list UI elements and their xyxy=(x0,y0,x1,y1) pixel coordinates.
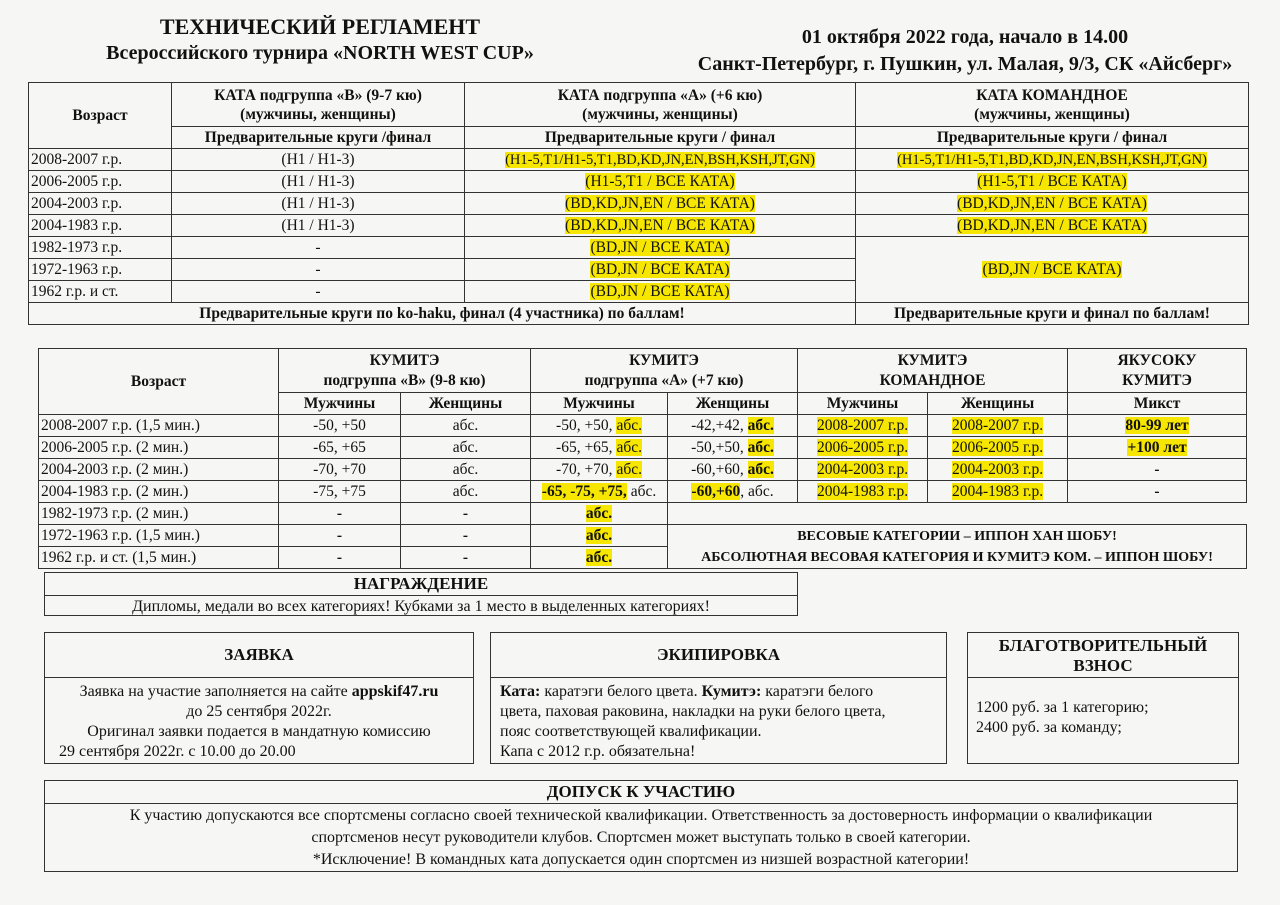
application-title: ЗАЯВКА xyxy=(45,633,473,678)
kumite-team-men: 2004-1983 г.р. xyxy=(816,482,909,500)
kumite-b-men: -75, +75 xyxy=(279,481,401,503)
kata-row-b: - xyxy=(172,259,465,281)
fee-text: 1200 руб. за 1 категорию; 2400 руб. за команду; xyxy=(976,699,1149,736)
fee-section xyxy=(967,632,1239,764)
kumite-b-women: - xyxy=(401,525,531,547)
event-info-block xyxy=(660,24,1270,78)
kata-b-rounds: Предварительные круги /финал xyxy=(172,127,465,149)
kata-row-a: (BD,JN / ВСЕ КАТА) xyxy=(590,238,730,256)
kata-row-age: 1982-1973 г.р. xyxy=(29,237,172,259)
kumite-row-age: 1982-1973 г.р. (2 мин.) xyxy=(39,503,279,525)
kata-row-team: (BD,KD,JN,EN / ВСЕ КАТА) xyxy=(957,194,1147,212)
kumite-b-women: абс. xyxy=(401,437,531,459)
kumite-a-women: -60,+60, абс. xyxy=(668,481,798,503)
kumite-a-header: КУМИТЭ подгруппа «А» (+7 кю) xyxy=(531,349,798,393)
kumite-b-men: -50, +50 xyxy=(279,415,401,437)
kata-b-header: КАТА подгруппа «В» (9-7 кю) (мужчины, женщины) xyxy=(172,83,465,127)
kata-row-b: (H1 / H1-3) xyxy=(172,149,465,171)
kumite-b-header: КУМИТЭ подгруппа «В» (9-8 кю) xyxy=(279,349,531,393)
kata-row-a: (BD,JN / ВСЕ КАТА) xyxy=(590,282,730,300)
kumite-row-age: 2008-2007 г.р. (1,5 мин.) xyxy=(39,415,279,437)
yakusoku-value: - xyxy=(1068,481,1247,503)
fee-title: БЛАГОТВОРИТЕЛЬНЫЙ ВЗНОС xyxy=(968,633,1238,678)
application-text: Заявка на участие заполняется на сайте appskif47.ru до 25 сентября 2022г. Оригинал заявки подается в мандатную комиссию 29 сентября 2022г. с 10.00 до 20.00 xyxy=(59,683,439,760)
kumite-row-age: 2004-2003 г.р. (2 мин.) xyxy=(39,459,279,481)
award-section xyxy=(44,572,798,616)
yakusoku-value: +100 лет xyxy=(1127,438,1187,456)
kata-age-header: Возраст xyxy=(29,83,172,149)
kata-row-a: (BD,KD,JN,EN / ВСЕ КАТА) xyxy=(565,194,755,212)
kumite-row-age: 1962 г.р. и ст. (1,5 мин.) xyxy=(39,547,279,569)
kata-row-a: (H1-5,T1/H1-5,T1,BD,KD,JN,EN,BSH,KSH,JT,GN) xyxy=(505,151,815,168)
admission-section xyxy=(44,780,1238,872)
equipment-title: ЭКИПИРОВКА xyxy=(491,633,946,678)
kumite-a-abs: абс. xyxy=(585,526,613,544)
women-header: Женщины xyxy=(668,393,798,415)
men-header: Мужчины xyxy=(279,393,401,415)
mixed-header: Микст xyxy=(1068,393,1247,415)
kata-row-age: 1962 г.р. и ст. xyxy=(29,281,172,303)
kata-a-header: КАТА подгруппа «А» (+6 кю) (мужчины, женщины) xyxy=(465,83,856,127)
kumite-row-age: 2006-2005 г.р. (2 мин.) xyxy=(39,437,279,459)
women-header: Женщины xyxy=(401,393,531,415)
kumite-team-women: 2004-1983 г.р. xyxy=(951,482,1044,500)
doc-title-block xyxy=(40,14,600,66)
kumite-b-women: - xyxy=(401,547,531,569)
kata-row-team: (H1-5,T1 / ВСЕ КАТА) xyxy=(977,172,1127,190)
kata-team-rounds: Предварительные круги / финал xyxy=(856,127,1249,149)
women-header: Женщины xyxy=(928,393,1068,415)
kata-table xyxy=(28,82,1249,325)
kumite-row-age: 2004-1983 г.р. (2 мин.) xyxy=(39,481,279,503)
kumite-row-age: 1972-1963 г.р. (1,5 мин.) xyxy=(39,525,279,547)
kata-row-b: - xyxy=(172,281,465,303)
men-header: Мужчины xyxy=(798,393,928,415)
kumite-team-women: 2008-2007 г.р. xyxy=(951,416,1044,434)
kumite-a-men: -50, +50, абс. xyxy=(531,415,668,437)
equipment-section xyxy=(490,632,947,764)
kumite-b-men: - xyxy=(279,525,401,547)
kumite-table xyxy=(38,348,1247,569)
kumite-b-men: -65, +65 xyxy=(279,437,401,459)
kata-a-rounds: Предварительные круги / финал xyxy=(465,127,856,149)
kumite-a-women: -60,+60, абс. xyxy=(668,459,798,481)
kata-row-b: (H1 / H1-3) xyxy=(172,171,465,193)
event-venue: Санкт-Петербург, г. Пушкин, ул. Малая, 9/3, СК «Айсберг» xyxy=(697,53,1233,75)
kumite-a-men: -70, +70, абс. xyxy=(531,459,668,481)
kumite-b-women: - xyxy=(401,503,531,525)
kata-row-team: (H1-5,T1/H1-5,T1,BD,KD,JN,EN,BSH,KSH,JT,GN) xyxy=(897,151,1207,168)
application-site-link: appskif47.ru xyxy=(351,683,439,700)
kata-row-age: 2006-2005 г.р. xyxy=(29,171,172,193)
kata-team-header: КАТА КОМАНДНОЕ (мужчины, женщины) xyxy=(856,83,1249,127)
admission-title: ДОПУСК К УЧАСТИЮ xyxy=(45,781,1237,804)
kumite-b-men: -70, +70 xyxy=(279,459,401,481)
doc-title: ТЕХНИЧЕСКИЙ РЕГЛАМЕНТ xyxy=(159,14,481,39)
kumite-rules-note: ВЕСОВЫЕ КАТЕГОРИИ – ИППОН ХАН ШОБУ! АБСОЛЮТНАЯ ВЕСОВАЯ КАТЕГОРИЯ И КУМИТЭ КОМ. – ИППОН ШОБУ! xyxy=(668,525,1247,569)
kata-footer-left: Предварительные круги по ko-haku, финал (4 участника) по баллам! xyxy=(29,303,856,325)
yakusoku-value: 80-99 лет xyxy=(1125,416,1189,434)
kumite-b-women: абс. xyxy=(401,459,531,481)
men-header: Мужчины xyxy=(531,393,668,415)
yakusoku-header: ЯКУСОКУ КУМИТЭ xyxy=(1068,349,1247,393)
kata-row-team: (BD,KD,JN,EN / ВСЕ КАТА) xyxy=(957,216,1147,234)
equipment-text: Ката: каратэги белого цвета. Кумитэ: каратэги белого цвета, паховая раковина, накладки на руки белого цвета, пояс соответствующей квалификации. Капа с 2012 г.р. обязательна! xyxy=(500,683,886,760)
kumite-a-abs: абс. xyxy=(585,504,613,522)
kata-team-merged: (BD,JN / ВСЕ КАТА) xyxy=(982,260,1122,278)
kumite-team-women: 2006-2005 г.р. xyxy=(951,438,1044,456)
kumite-a-men: -65, -75, +75, абс. xyxy=(531,481,668,503)
kata-row-age: 1972-1963 г.р. xyxy=(29,259,172,281)
award-title: НАГРАЖДЕНИЕ xyxy=(45,573,797,596)
kumite-b-men: - xyxy=(279,503,401,525)
kata-row-age: 2004-1983 г.р. xyxy=(29,215,172,237)
kumite-a-men: -65, +65, абс. xyxy=(531,437,668,459)
kumite-team-men: 2008-2007 г.р. xyxy=(816,416,909,434)
kata-row-age: 2008-2007 г.р. xyxy=(29,149,172,171)
kumite-team-men: 2004-2003 г.р. xyxy=(816,460,909,478)
doc-subtitle: Всероссийского турнира «NORTH WEST CUP» xyxy=(106,42,534,64)
yakusoku-value: - xyxy=(1068,459,1247,481)
kumite-b-women: абс. xyxy=(401,481,531,503)
kumite-a-abs: абс. xyxy=(585,548,613,566)
kata-row-b: (H1 / H1-3) xyxy=(172,193,465,215)
kumite-b-women: абс. xyxy=(401,415,531,437)
kata-row-a: (H1-5,T1 / ВСЕ КАТА) xyxy=(585,172,735,190)
kata-row-age: 2004-2003 г.р. xyxy=(29,193,172,215)
application-section xyxy=(44,632,474,764)
kumite-a-women: -50,+50, абс. xyxy=(668,437,798,459)
kumite-team-header: КУМИТЭ КОМАНДНОЕ xyxy=(798,349,1068,393)
kata-row-b: - xyxy=(172,237,465,259)
kata-row-a: (BD,JN / ВСЕ КАТА) xyxy=(590,260,730,278)
admission-text: К участию допускаются все спортсмены согласно своей технической квалификации. Ответственность за достоверность информации о квалификации спортсменов несут руководители клубов. Спортсмен может выступать только в своей категории. *Исключение! В командных ката допускается один спортсмен из низшей возрастной категории! xyxy=(129,807,1153,868)
kata-footer-right: Предварительные круги и финал по баллам! xyxy=(856,303,1249,325)
kumite-team-women: 2004-2003 г.р. xyxy=(951,460,1044,478)
award-text: Дипломы, медали во всех категориях! Кубками за 1 место в выделенных категориях! xyxy=(132,598,710,615)
kata-row-b: (H1 / H1-3) xyxy=(172,215,465,237)
kata-row-a: (BD,KD,JN,EN / ВСЕ КАТА) xyxy=(565,216,755,234)
kumite-team-men: 2006-2005 г.р. xyxy=(816,438,909,456)
kumite-b-men: - xyxy=(279,547,401,569)
kumite-a-women: -42,+42, абс. xyxy=(668,415,798,437)
event-date: 01 октября 2022 года, начало в 14.00 xyxy=(801,26,1129,48)
kumite-age-header: Возраст xyxy=(39,349,279,415)
